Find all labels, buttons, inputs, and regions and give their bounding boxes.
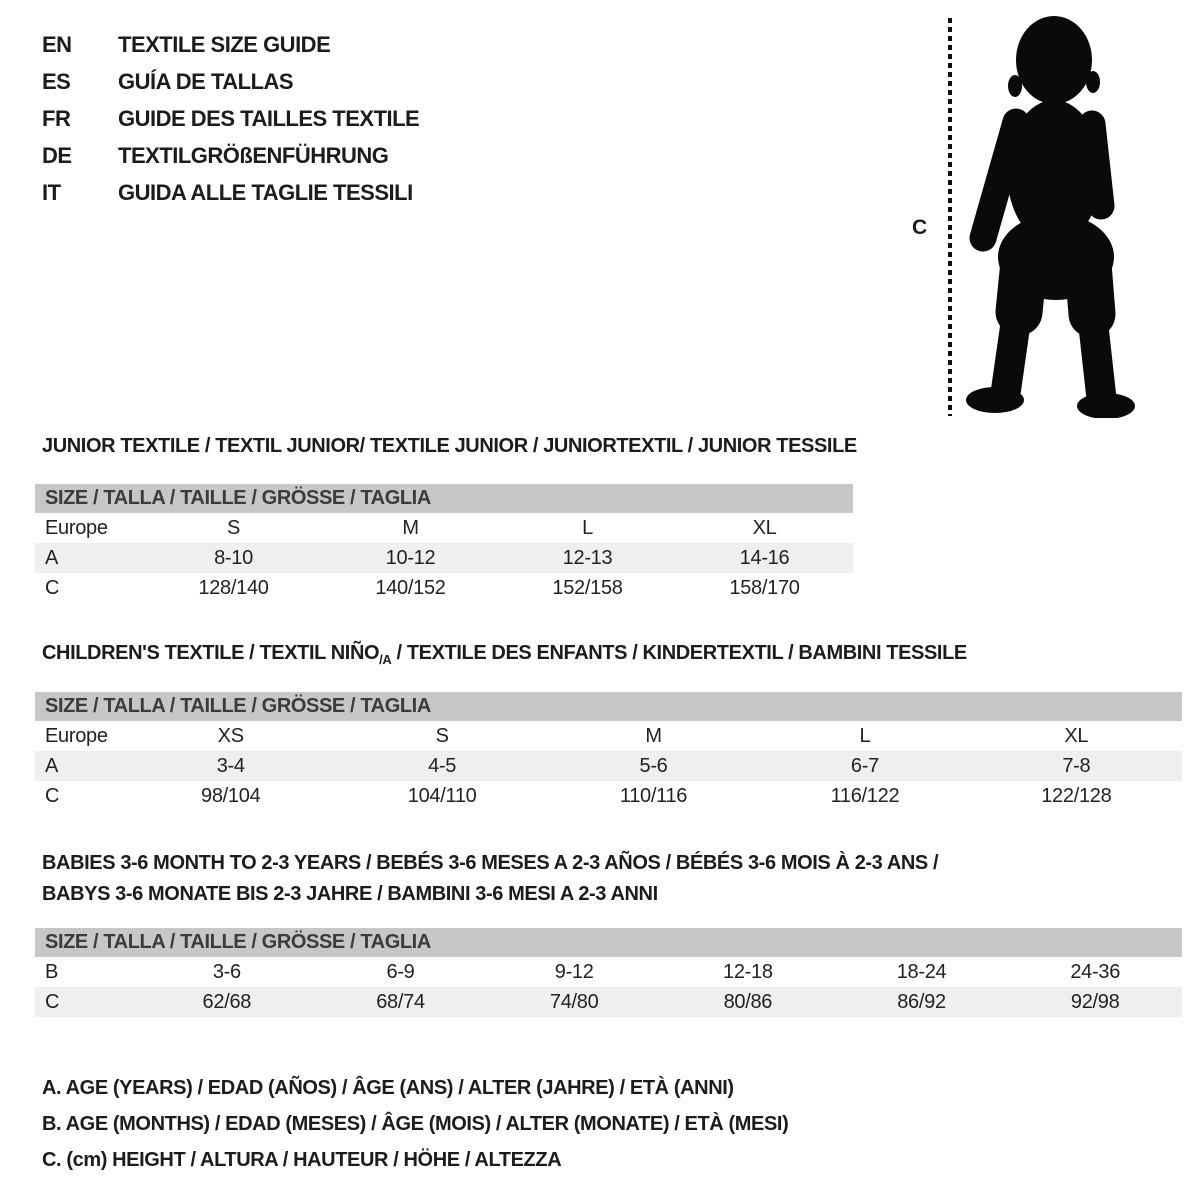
age-cell: 6-9 <box>386 960 415 983</box>
language-row <box>42 100 419 137</box>
row-label: Europe <box>45 516 108 539</box>
row-label: A <box>45 754 59 777</box>
age-cell: 12-18 <box>723 960 773 983</box>
toddler-silhouette-icon <box>962 10 1137 418</box>
language-row <box>42 26 419 63</box>
age-cell: 10-12 <box>385 546 436 569</box>
table-row <box>35 543 853 573</box>
size-header-bar: SIZE / TALLA / TAILLE / GRÖSSE / TAGLIA <box>35 484 853 513</box>
children-title-part: CHILDREN'S TEXTILE / TEXTIL NIÑO <box>42 642 380 664</box>
footnote-c: C. (cm) HEIGHT / ALTURA / HAUTEUR / HÖHE / ALTEZZA <box>42 1149 562 1171</box>
row-label: C <box>45 784 60 807</box>
language-title: GUIDE DES TAILLES TEXTILE <box>118 105 420 131</box>
size-cell: M <box>645 724 662 747</box>
age-cell: 7-8 <box>1062 754 1091 777</box>
height-cell: 158/170 <box>729 576 800 599</box>
size-cell: S <box>435 724 449 747</box>
children-section-title <box>42 638 967 675</box>
height-measure-label: C <box>912 216 928 239</box>
table-row <box>35 573 853 603</box>
age-cell: 8-10 <box>214 546 253 569</box>
language-title: GUÍA DE TALLAS <box>118 68 294 94</box>
height-cell: 122/128 <box>1041 784 1112 807</box>
junior-section-title: JUNIOR TEXTILE / TEXTIL JUNIOR/ TEXTILE JUNIOR / JUNIORTEXTIL / JUNIOR TESSILE <box>42 435 857 457</box>
language-title: TEXTILE SIZE GUIDE <box>118 31 331 57</box>
children-title-part: / TEXTILE DES ENFANTS / KINDERTEXTIL / BAMBINI TESSILE <box>391 642 967 664</box>
height-cell: 62/68 <box>202 990 252 1013</box>
row-label: C <box>45 576 60 599</box>
babies-title-line1: BABIES 3-6 MONTH TO 2-3 YEARS / BEBÉS 3-6 MESES A 2-3 AÑOS / BÉBÉS 3-6 MOIS À 2-3 ANS / <box>42 852 939 874</box>
language-title-list <box>42 26 419 211</box>
age-cell: 12-13 <box>562 546 613 569</box>
age-cell: 9-12 <box>554 960 594 983</box>
height-cell: 104/110 <box>407 784 477 807</box>
size-header-bar: SIZE / TALLA / TAILLE / GRÖSSE / TAGLIA <box>35 928 1182 957</box>
table-row <box>35 957 1182 987</box>
language-row <box>42 174 419 211</box>
row-label: C <box>45 990 60 1013</box>
size-cell: L <box>859 724 871 747</box>
table-row <box>35 781 1182 811</box>
language-code: EN <box>42 31 72 57</box>
height-cell: 128/140 <box>198 576 269 599</box>
junior-size-table <box>35 484 853 603</box>
height-cell: 68/74 <box>376 990 425 1013</box>
size-cell: L <box>582 516 593 539</box>
size-header-bar: SIZE / TALLA / TAILLE / GRÖSSE / TAGLIA <box>35 692 1182 721</box>
size-cell: S <box>226 516 241 539</box>
table-row <box>35 513 853 543</box>
age-cell: 4-5 <box>428 754 457 777</box>
footnote-a: A. AGE (YEARS) / EDAD (AÑOS) / ÂGE (ANS) / ALTER (JAHRE) / ETÀ (ANNI) <box>42 1077 734 1099</box>
babies-size-table <box>35 928 1182 1017</box>
age-cell: 3-4 <box>216 754 245 777</box>
language-row <box>42 63 419 100</box>
children-title-sub: /A <box>379 652 392 667</box>
language-code: ES <box>42 68 71 94</box>
table-row <box>35 721 1182 751</box>
language-title: TEXTILGRÖßENFÜHRUNG <box>118 142 389 168</box>
height-cell: 152/158 <box>552 576 623 599</box>
height-cell: 116/122 <box>830 784 900 807</box>
language-title: GUIDA ALLE TAGLIE TESSILI <box>118 179 413 205</box>
language-row <box>42 137 419 174</box>
height-cell: 110/116 <box>619 784 688 807</box>
row-label: B <box>45 960 59 983</box>
row-label: Europe <box>45 724 108 747</box>
height-cell: 86/92 <box>897 990 946 1013</box>
age-cell: 5-6 <box>639 754 668 777</box>
height-cell: 140/152 <box>375 576 446 599</box>
babies-section-title <box>42 848 938 910</box>
language-code: FR <box>42 105 71 131</box>
height-cell: 80/86 <box>723 990 773 1013</box>
language-code: IT <box>42 179 61 205</box>
age-cell: 3-6 <box>212 960 241 983</box>
height-cell: 92/98 <box>1070 990 1120 1013</box>
language-code: DE <box>42 142 72 168</box>
age-cell: 14-16 <box>739 546 790 569</box>
babies-title-line2: BABYS 3-6 MONATE BIS 2-3 JAHRE / BAMBINI 3-6 MESI A 2-3 ANNI <box>42 883 658 905</box>
height-cell: 74/80 <box>549 990 599 1013</box>
footnote-b: B. AGE (MONTHS) / EDAD (MESES) / ÂGE (MOIS) / ALTER (MONATE) / ETÀ (MESI) <box>42 1113 789 1135</box>
legend-footnotes <box>42 1070 788 1178</box>
size-cell: XL <box>1064 724 1089 747</box>
height-dashed-line <box>948 18 952 416</box>
size-cell: XS <box>217 724 244 747</box>
size-cell: XL <box>752 516 777 539</box>
age-cell: 18-24 <box>896 960 947 983</box>
height-cell: 98/104 <box>201 784 261 807</box>
size-cell: M <box>402 516 419 539</box>
row-label: A <box>45 546 59 569</box>
age-cell: 24-36 <box>1070 960 1121 983</box>
table-row <box>35 987 1182 1017</box>
children-size-table <box>35 692 1182 811</box>
age-cell: 6-7 <box>850 754 879 777</box>
table-row <box>35 751 1182 781</box>
